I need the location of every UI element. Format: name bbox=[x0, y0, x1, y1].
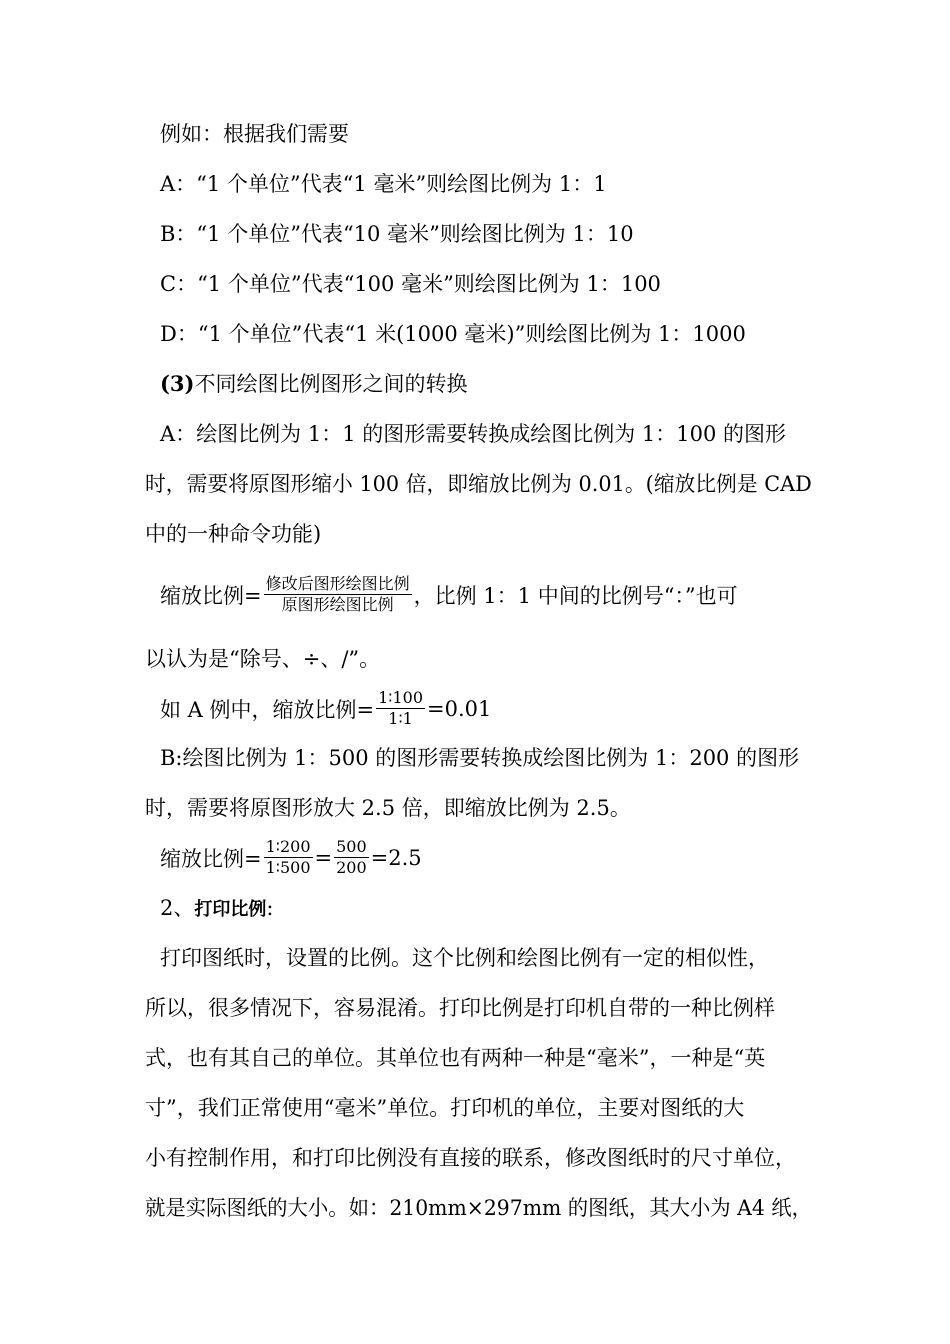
text-line-conversion-a-cont: 时，需要将原图形缩小 100 倍，即缩放比例为 0.01。(缩放比例是 CAD bbox=[145, 472, 812, 496]
fraction-denominator: 1∶1 bbox=[388, 709, 413, 728]
text-line-division-note: 以认为是“除号、÷、/”。 bbox=[145, 647, 381, 671]
text-line-example-a: A：“1 个单位”代表“1 毫米”则绘图比例为 1：1 bbox=[160, 172, 607, 196]
fraction-numerator: 500 bbox=[336, 837, 367, 856]
formula-prefix: 缩放比例= bbox=[160, 583, 262, 608]
fraction-denominator: 1∶500 bbox=[265, 858, 311, 877]
section-heading-3 bbox=[160, 369, 467, 399]
section-heading-2 bbox=[160, 893, 273, 925]
formula-suffix: ，比例 1：1 中间的比例号“：”也可 bbox=[413, 583, 738, 608]
section-number: (3) bbox=[160, 371, 195, 396]
formula-example-b bbox=[160, 837, 422, 878]
fraction-numerator: 1∶100 bbox=[378, 688, 424, 707]
paragraph-line-3: 式，也有其自己的单位。其单位也有两种一种是“毫米”，一种是“英 bbox=[145, 1046, 766, 1070]
paragraph-line-6: 就是实际图纸的大小。如：210mm×297mm 的图纸，其大小为 A4 纸， bbox=[145, 1196, 812, 1220]
paragraph-line-4: 寸”，我们正常使用“毫米”单位。打印机的单位，主要对图纸的大 bbox=[145, 1096, 745, 1120]
fraction bbox=[334, 837, 369, 878]
formula-equals: = bbox=[314, 845, 333, 870]
heading-colon: : bbox=[266, 896, 274, 920]
text-line-conversion-b-cont: 时，需要将原图形放大 2.5 倍，即缩放比例为 2.5。 bbox=[145, 796, 631, 820]
text-line-conversion-a: A：绘图比例为 1：1 的图形需要转换成绘图比例为 1：100 的图形 bbox=[160, 422, 787, 446]
fraction bbox=[264, 837, 313, 878]
fraction-denominator: 原图形绘图比例 bbox=[281, 595, 394, 614]
formula-scale-definition bbox=[160, 574, 738, 615]
paragraph-line-1: 打印图纸时，设置的比例。这个比例和绘图比例有一定的相似性， bbox=[160, 946, 769, 970]
text-line-conversion-a-note: 中的一种命令功能) bbox=[145, 522, 322, 546]
text-line-example-c: C：“1 个单位”代表“100 毫米”则绘图比例为 1：100 bbox=[160, 272, 661, 296]
formula-prefix: 如 A 例中，缩放比例= bbox=[160, 697, 375, 722]
text-line-example-d: D：“1 个单位”代表“1 米(1000 毫米)”则绘图比例为 1：1000 bbox=[160, 322, 746, 346]
fraction-numerator: 修改后图形绘图比例 bbox=[265, 574, 410, 593]
text-line-conversion-b: B:绘图比例为 1：500 的图形需要转换成绘图比例为 1：200 的图形 bbox=[160, 746, 800, 770]
formula-suffix: =2.5 bbox=[370, 845, 422, 870]
paragraph-line-2: 所以，很多情况下，容易混淆。打印比例是打印机自带的一种比例样 bbox=[145, 996, 775, 1020]
heading-number: 2、 bbox=[160, 896, 195, 920]
section-title: 不同绘图比例图形之间的转换 bbox=[194, 372, 468, 396]
text-line-intro: 例如：根据我们需要 bbox=[160, 122, 349, 146]
heading-title: 打印比例 bbox=[194, 899, 267, 920]
formula-prefix: 缩放比例= bbox=[160, 846, 262, 871]
fraction bbox=[264, 574, 412, 615]
fraction-numerator: 1∶200 bbox=[265, 837, 311, 856]
paragraph-line-5: 小有控制作用，和打印比例没有直接的联系，修改图纸时的尺寸单位， bbox=[145, 1146, 796, 1170]
fraction bbox=[376, 688, 425, 729]
text-line-example-b: B：“1 个单位”代表“10 毫米”则绘图比例为 1：10 bbox=[160, 222, 634, 246]
fraction-denominator: 200 bbox=[336, 858, 367, 877]
formula-example-a bbox=[160, 688, 491, 729]
formula-suffix: =0.01 bbox=[427, 696, 492, 721]
